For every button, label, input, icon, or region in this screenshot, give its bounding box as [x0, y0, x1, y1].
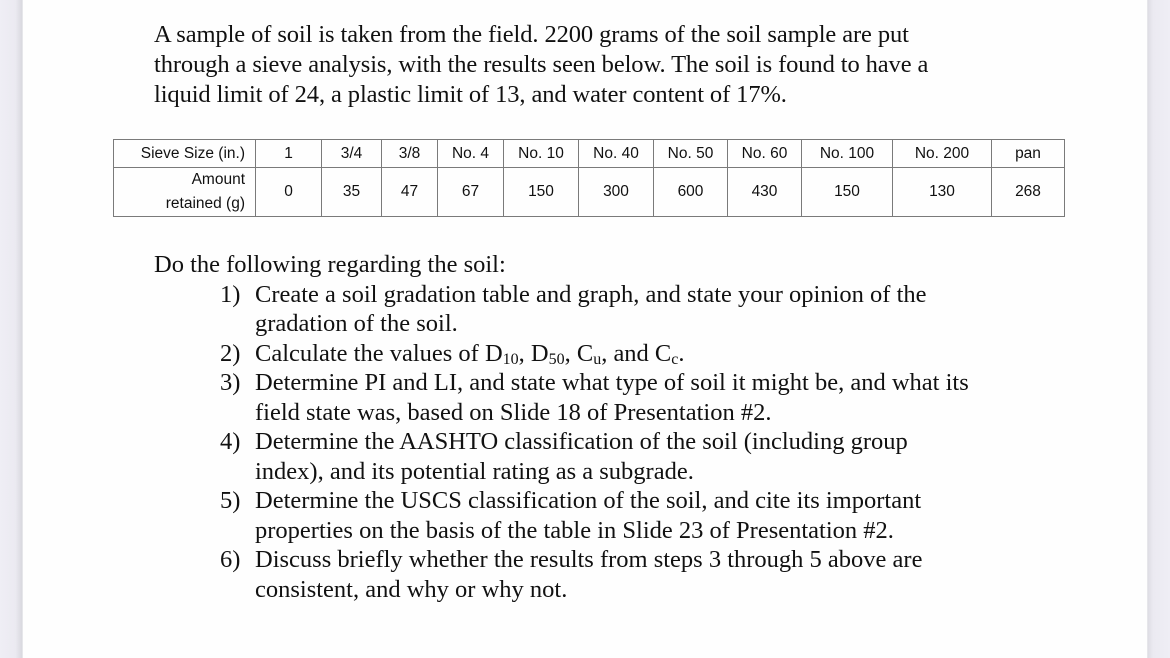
task-text: .: [678, 339, 685, 367]
task-text-line: Create a soil gradation table and graph, and state your opinion of the: [255, 280, 927, 308]
amount-retained-cell: 268: [992, 168, 1065, 217]
row-header-line: retained (g): [165, 195, 245, 212]
task-number: 6): [220, 546, 241, 573]
document-page: [22, 0, 1148, 658]
row-header-amount-retained: [114, 168, 256, 217]
task-number: 3): [220, 369, 241, 396]
row-header-sieve-size: Sieve Size (in.): [114, 140, 256, 168]
sieve-size-cell: No. 50: [654, 140, 728, 168]
sieve-analysis-table: [113, 139, 1065, 217]
sieve-size-cell: No. 4: [438, 140, 504, 168]
sieve-size-cell: 3/8: [382, 140, 438, 168]
task-item-5: [218, 486, 1034, 545]
task-text-line: index), and its potential rating as a subgrade.: [255, 457, 694, 485]
amount-retained-cell: 130: [893, 168, 992, 217]
sieve-size-cell: 3/4: [322, 140, 382, 168]
sieve-size-cell: 1: [256, 140, 322, 168]
task-text-line: Discuss briefly whether the results from steps 3 through 5 above are: [255, 546, 923, 573]
subscript-d10: 10: [502, 350, 519, 368]
subscript-d50: 50: [548, 350, 565, 368]
task-item-6: [218, 545, 1034, 604]
sieve-size-cell: No. 100: [802, 140, 893, 168]
task-text-line: field state was, based on Slide 18 of Presentation #2.: [255, 398, 772, 426]
task-number: 4): [220, 428, 241, 455]
task-text: , and C: [601, 339, 672, 367]
sieve-size-cell: No. 40: [579, 140, 654, 168]
sieve-size-cell: No. 200: [893, 140, 992, 168]
subscript-cc: c: [671, 350, 679, 368]
left-margin-gutter: [0, 0, 22, 658]
amount-retained-cell: 67: [438, 168, 504, 217]
amount-retained-cell: 600: [654, 168, 728, 217]
sieve-size-cell: pan: [992, 140, 1065, 168]
task-item-1: [218, 280, 1034, 339]
task-text-line: Determine PI and LI, and state what type of soil it might be, and what its: [255, 369, 969, 396]
task-text-line: Determine the USCS classification of the soil, and cite its important: [255, 487, 922, 514]
task-number: 2): [220, 339, 241, 367]
amount-retained-cell: 0: [256, 168, 322, 217]
task-text-line: properties on the basis of the table in Slide 23 of Presentation #2.: [255, 516, 894, 544]
task-text: , C: [564, 339, 594, 367]
task-item-4: [218, 427, 1034, 486]
right-margin-gutter: [1146, 0, 1170, 658]
amount-retained-cell: 47: [382, 168, 438, 217]
amount-retained-cell: 150: [504, 168, 579, 217]
task-text-line: Determine the AASHTO classification of the soil (including group: [255, 428, 908, 455]
amount-retained-cell: 430: [728, 168, 802, 217]
task-text: Calculate the values of D: [255, 339, 503, 367]
task-item-3: [218, 368, 1034, 427]
subscript-cu: u: [593, 350, 602, 368]
task-text-line: gradation of the soil.: [255, 310, 458, 337]
sieve-size-cell: No. 60: [728, 140, 802, 168]
amount-retained-cell: 35: [322, 168, 382, 217]
row-header-line: Amount: [191, 171, 245, 188]
instructions-section: [154, 250, 1034, 604]
amount-retained-row: [114, 168, 1065, 217]
task-list: [154, 280, 1034, 605]
problem-statement-line: through a sieve analysis, with the results seen below. The soil is found to have a: [154, 51, 929, 78]
problem-statement: [154, 20, 1034, 110]
task-text: , D: [518, 339, 549, 367]
task-number: 5): [220, 487, 241, 514]
instructions-heading: Do the following regarding the soil:: [154, 251, 506, 278]
problem-statement-line: liquid limit of 24, a plastic limit of 13, and water content of 17%.: [154, 81, 787, 108]
problem-statement-line: A sample of soil is taken from the field. 2200 grams of the soil sample are put: [154, 21, 909, 48]
task-text-line: [255, 339, 1034, 369]
amount-retained-cell: 300: [579, 168, 654, 217]
sieve-size-cell: No. 10: [504, 140, 579, 168]
sieve-size-row: [114, 140, 1065, 168]
task-text-line: consistent, and why or why not.: [255, 575, 568, 603]
amount-retained-cell: 150: [802, 168, 893, 217]
task-item-2: [218, 339, 1034, 369]
task-number: 1): [220, 280, 241, 308]
